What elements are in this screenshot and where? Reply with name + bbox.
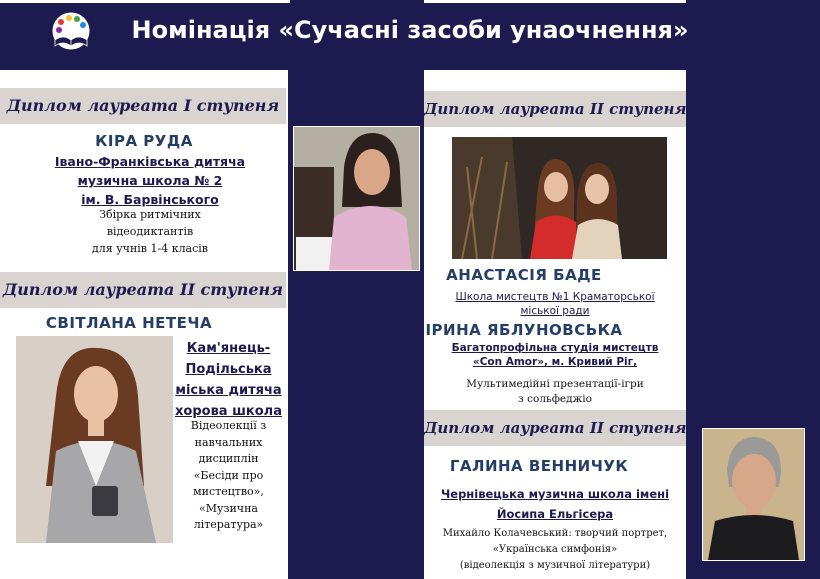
page-title: Номінація «Сучасні засоби унаочнення» bbox=[131, 16, 689, 44]
work-title-2: Відеолекції з навчальних дисциплін «Бесіди про мистецтво», «Музична література» bbox=[190, 419, 267, 531]
diploma-banner-4: Диплом лауреата ІІ ступеня bbox=[424, 410, 686, 446]
laureate-name-kira-ruda: КІРА РУДА bbox=[95, 132, 193, 150]
work-title-4: Михайло Колачевський: творчий портрет, «Українська симфонія» (відеолекція з музичної літератури) bbox=[442, 528, 668, 571]
top-strip-left bbox=[0, 0, 290, 3]
diploma-banner-3: Диплом лауреата ІІ ступеня bbox=[424, 91, 686, 127]
work-title-1: Збірка ритмічних відеодиктантів для учнів 1-4 класів bbox=[92, 208, 208, 255]
laureate-name-iryna-yablunovska: ІРИНА ЯБЛУНОВСЬКА bbox=[425, 321, 623, 339]
laureate-name-svitlana-netecha: СВІТЛАНА НЕТЕЧА bbox=[45, 314, 213, 332]
photo-anastasia-bade-iryna-yablunovska bbox=[452, 137, 667, 259]
school-name-5: Чернівецька музична школа імені Йосипа Ельгісера bbox=[440, 487, 670, 521]
school-name-2: Кам'янець- Подільська міська дитяча хорова школа bbox=[175, 341, 282, 419]
school-name-1: Івано-Франківська дитяча музична школа № 2 ім. В. Барвінського bbox=[54, 154, 246, 207]
photo-kira-ruda bbox=[293, 126, 420, 271]
school-name-3: Школа мистецтв №1 Краматорської міської ради bbox=[455, 291, 655, 317]
photo-halyna-vennychuk bbox=[702, 428, 805, 561]
laureate-name-anastasia-bade: АНАСТАСІЯ БАДЕ bbox=[446, 266, 602, 284]
top-strip-right bbox=[424, 0, 686, 3]
diploma-banner-1: Диплом лауреата І ступеня bbox=[0, 88, 286, 124]
laureate-name-halyna-vennychuk: ГАЛИНА ВЕННИЧУК bbox=[449, 457, 629, 475]
work-title-3: Мультимедійні презентації-ігри з сольфеджіо bbox=[466, 378, 644, 405]
school-name-4: Багатопрофільна студія мистецтв «Con Amor», м. Кривий Ріг, bbox=[451, 342, 659, 368]
diploma-banner-2: Диплом лауреата ІІ ступеня bbox=[0, 272, 286, 308]
photo-svitlana-netecha bbox=[16, 336, 173, 543]
